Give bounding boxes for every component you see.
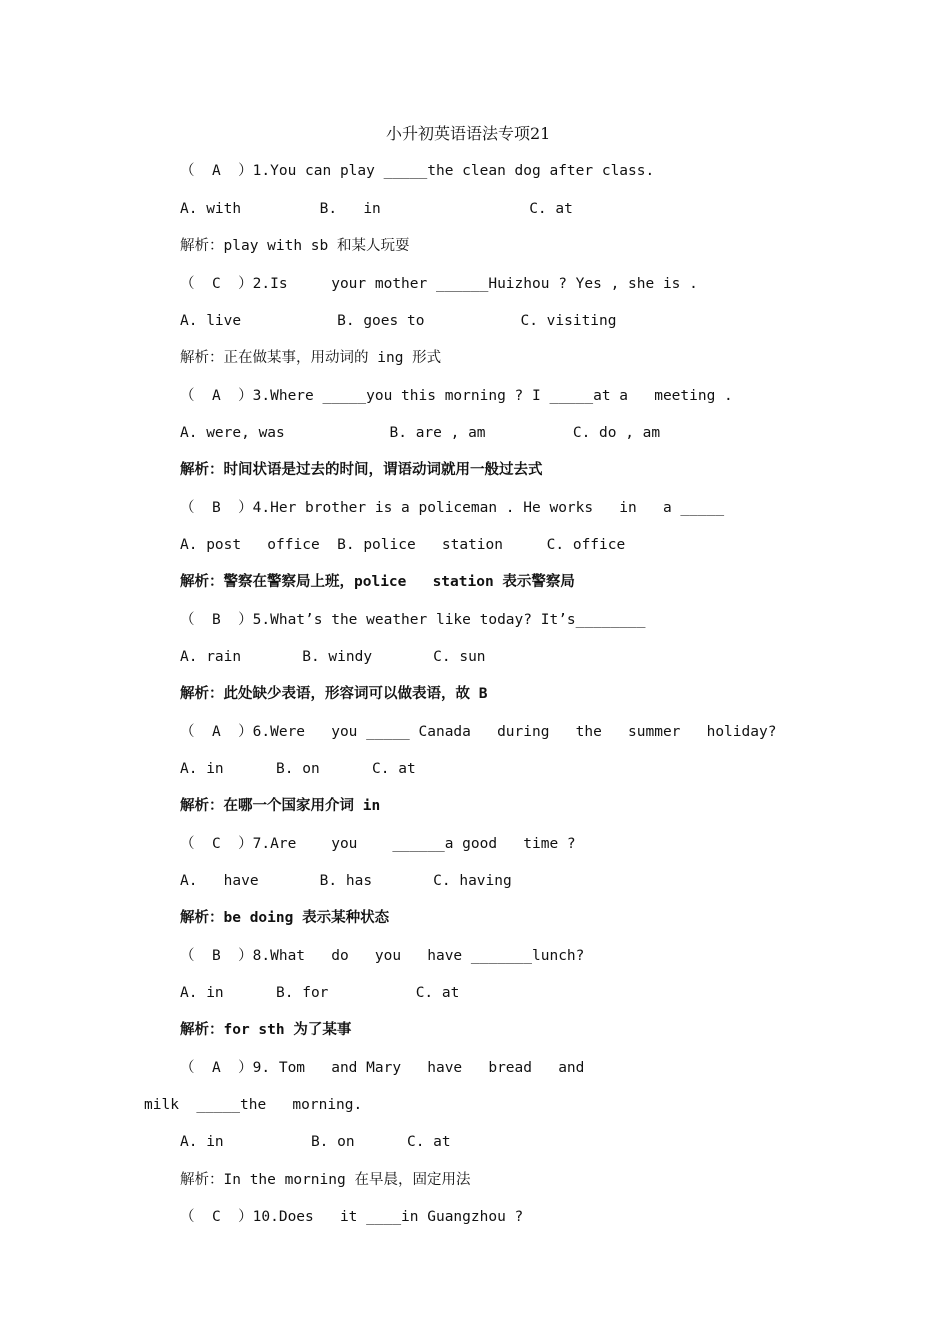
analysis-6: 解析：在哪一个国家用介词 in (180, 798, 381, 814)
analysis-3: 解析：时间状语是过去的时间，谓语动词就用一般过去式 (180, 462, 543, 478)
analysis-5: 解析：此处缺少表语，形容词可以做表语，故 B (180, 686, 488, 702)
options-1: A. with B. in C. at (180, 201, 573, 217)
analysis-8: 解析：for sth 为了某事 (180, 1022, 352, 1038)
analysis-9: 解析：In the morning 在早晨，固定用法 (180, 1172, 471, 1188)
options-9: A. in B. on C. at (180, 1134, 451, 1150)
options-3: A. were, was B. are , am C. do , am (180, 425, 661, 441)
analysis-7: 解析：be doing 表示某种状态 (180, 910, 390, 926)
question-10: （ C ）10.Does it ____in Guangzhou ? (180, 1209, 524, 1225)
question-7: （ C ）7.Are you ______a good time ? (180, 836, 576, 852)
options-4: A. post office B. police station C. office (180, 537, 626, 553)
options-6: A. in B. on C. at (180, 761, 416, 777)
question-4: （ B ）4.Her brother is a policeman . He works in a _____ (180, 500, 725, 516)
question-5: （ B ）5.What’s the weather like today? It’s________ (180, 612, 646, 628)
options-5: A. rain B. windy C. sun (180, 649, 486, 665)
question-2: （ C ）2.Is your mother ______Huizhou ? Yes , she is . (180, 276, 698, 292)
analysis-2: 解析：正在做某事，用动词的 ing 形式 (180, 350, 442, 366)
question-9-continued: milk _____the morning. (144, 1097, 363, 1113)
question-6: （ A ）6.Were you _____ Canada during the summer holiday? (180, 724, 777, 740)
options-2: A. live B. goes to C. visiting (180, 313, 617, 329)
options-7: A. have B. has C. having (180, 873, 512, 889)
analysis-4: 解析：警察在警察局上班，police station 表示警察局 (180, 574, 575, 590)
question-9: （ A ）9. Tom and Mary have bread and (180, 1060, 585, 1076)
analysis-1: 解析：play with sb 和某人玩耍 (180, 238, 410, 254)
page-title: 小升初英语语法专项21 (386, 124, 551, 143)
question-3: （ A ）3.Where _____you this morning ? I _____at a meeting . (180, 388, 733, 404)
options-8: A. in B. for C. at (180, 985, 460, 1001)
question-1: （ A ）1.You can play _____the clean dog after class. (180, 163, 655, 179)
question-8: （ B ）8.What do you have _______lunch? (180, 948, 585, 964)
